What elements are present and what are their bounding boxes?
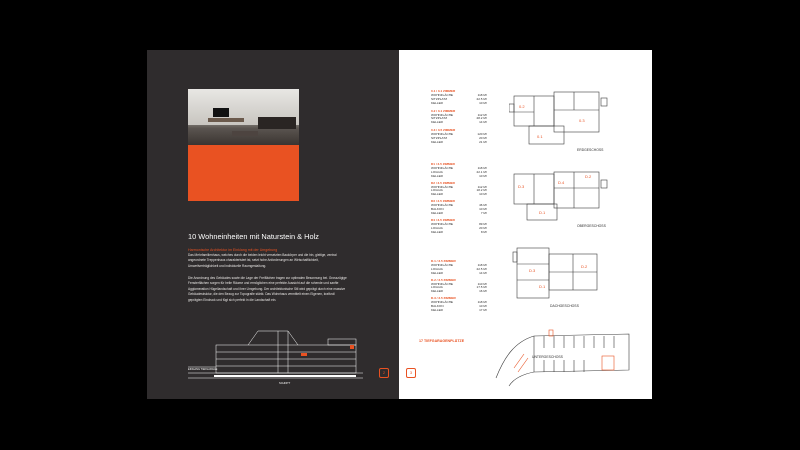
room-label: 0.3 xyxy=(579,118,585,123)
section-label-entrance: EINGANG TIEFGARAGE xyxy=(188,368,218,371)
floor-plan-ground xyxy=(509,88,609,148)
page-number-left: 2 xyxy=(379,368,389,378)
page-subheading: Harmonische Architektur im Einklang mit der Umgebung xyxy=(188,248,278,252)
room-label: D.1 xyxy=(539,284,546,289)
room-label: D.3 xyxy=(529,268,536,273)
floor-plan-basement xyxy=(494,328,639,388)
unit-entry: 0.2 / 3.1 ZIMMER WOHNFLÄCHE 112 M² SITZPLATZ 28.2 M² KELLER 14 M² xyxy=(431,108,487,125)
room-label: D.2 xyxy=(581,264,588,269)
floor-plan-upper xyxy=(509,168,609,224)
unit-entry: D.2 / 3.5 ZIMMER WOHNFLÄCHE 110 M² LOGGIA 17.5 M² KELLER 16 M² xyxy=(431,277,487,294)
unit-list-ground-floor xyxy=(431,90,487,145)
floor-caption-basement: UNTERGESCHOSS xyxy=(532,355,563,359)
interior-photo xyxy=(188,89,299,145)
unit-entry: D3 / 2.5 ZIMMER WOHNFLÄCHE 46 M² BALKON 10 M² KELLER 7 M² xyxy=(431,199,487,215)
floor-caption-ground: ERDGESCHOSS xyxy=(577,148,604,152)
accent-color-block xyxy=(188,145,299,201)
unit-entry: 0.3 / 3.5 ZIMMER WOHNFLÄCHE 120 M² SITZPLATZ 20 M² KELLER 21 M² xyxy=(431,128,487,144)
room-label: 0.1 xyxy=(537,134,543,139)
right-page xyxy=(399,50,652,399)
building-section-drawing xyxy=(188,325,363,387)
description-paragraph: Die Anordnung des Gebäudes sowie die Lage der Freiflächen tragen zur optimalen Besonnung bei. Grosszügige Fensterflächen sorgen für helle Räume und ermöglichen eine perfekte Aussicht auf die ruhende und sanfte Agglomeration Hügellandschaft und ihrer Umgebung. Der architektonische Stil wird geprägt durch eine massive Gebäudestruktur, die den Bezug zur Topografie stärkt. Das Wohnhaus vermittelt einen Eigenen, kraftvoll geprägten Eindruck und fügt sich perfekt in die Landschaft ein. xyxy=(188,276,347,302)
floor-caption-attic: DACHGESCHOSS xyxy=(550,304,579,308)
unit-entry: D.1 / 3.5 ZIMMER WOHNFLÄCHE 118 M² LOGGIA 22.5 M² KELLER 14 M² xyxy=(431,259,487,275)
parking-title: 17 TIEFGARAGENPLÄTZE xyxy=(419,339,465,343)
room-label: D.3 xyxy=(518,184,525,189)
unit-entry: D4 / 3.5 ZIMMER WOHNFLÄCHE 89 M² LOGGIA 20 M² KELLER 8 M² xyxy=(431,217,487,234)
unit-list-attic xyxy=(431,260,487,313)
unit-entry: 0.1 / 3.1 ZIMMER WOHNFLÄCHE 118 M² SITZPLATZ 22.5 M² KELLER 10 M² xyxy=(431,89,487,105)
unit-entry: D2 / 3.5 ZIMMER WOHNFLÄCHE 112 M² LOGGIA 18.2 M² KELLER 10 M² xyxy=(431,180,487,197)
room-label: D.1 xyxy=(539,210,546,215)
brochure-spread xyxy=(147,50,652,399)
left-page xyxy=(147,50,399,399)
floor-caption-upper: OBERGESCHOSS xyxy=(577,224,606,228)
section-label: SCHNITT xyxy=(279,382,291,385)
room-label: D.4 xyxy=(558,180,565,185)
floor-plan-attic xyxy=(509,244,609,304)
unit-entry: D1 / 3.5 ZIMMER WOHNFLÄCHE 118 M² LOGGIA 22.1 M² KELLER 10 M² xyxy=(431,162,487,178)
room-label: 0.2 xyxy=(519,104,525,109)
page-number-right: 3 xyxy=(406,368,416,378)
unit-list-upper-floor xyxy=(431,163,487,235)
unit-entry: D.3 / 3.5 ZIMMER WOHNFLÄCHE 118 M² BALKON 10 M² KELLER 17 M² xyxy=(431,296,487,312)
room-label: D.2 xyxy=(585,174,592,179)
page-heading: 10 Wohneinheiten mit Naturstein & Holz xyxy=(188,232,319,241)
intro-paragraph: Das Mehrfamilienhaus, welches durch die beiden leicht versetzten Baukörper und die hin, gleitige, zentral angeordnete Treppenhaus charakterisiert ist, setzt hohe Anforderungen an Wirtschaftlichkeit, Umweltverträglichkeit und individuelle Raumgestaltung. xyxy=(188,253,337,268)
